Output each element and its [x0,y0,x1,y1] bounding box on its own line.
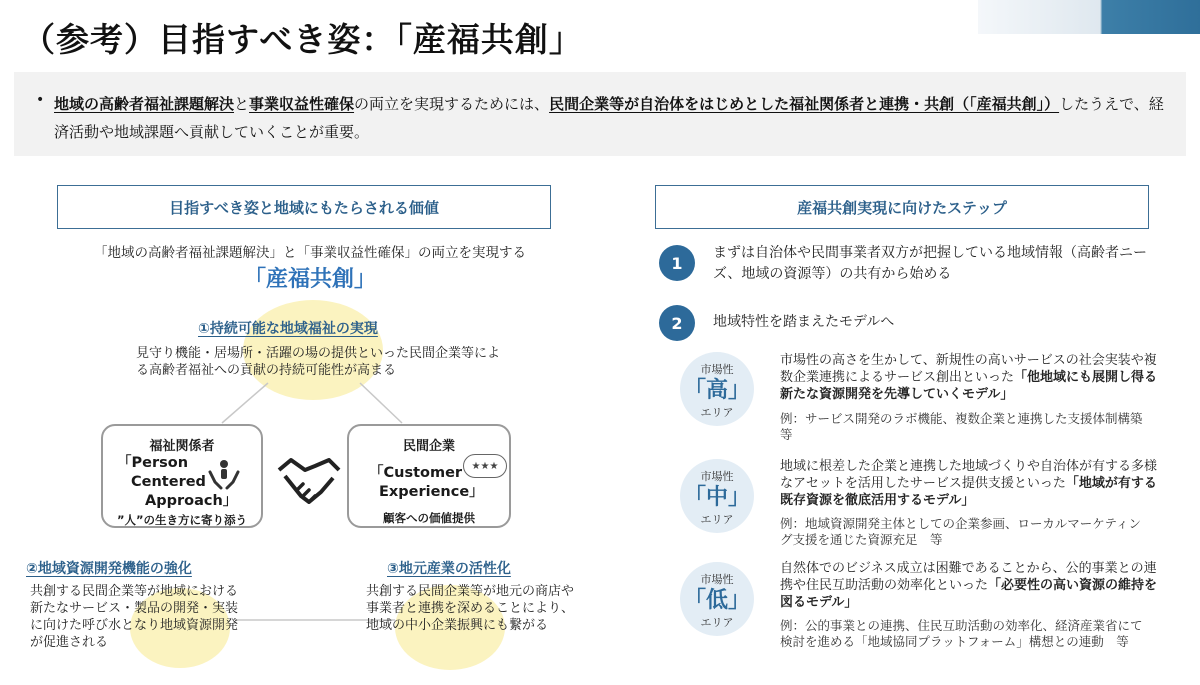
left-section-header: 目指すべき姿と地域にもたらされる価値 [57,185,551,229]
actor-company-sub: 顧客への価値提供 [383,511,475,525]
value-1-heading: ①持続可能な地域福祉の実現 [198,321,378,337]
tier-mid-level: 「中」 [683,485,750,510]
value-3-body: 共創する民間企業等が地元の商店や事業者と連携を深めることにより、地域の中小企業振興にも繋がる [366,584,575,633]
actor-welfare-line3: Approach」 [145,493,238,509]
tier-high-desc [780,352,1160,403]
page-title: （参考）目指すべき姿：「産福共創」 [22,20,583,59]
tier-mid-desc [780,458,1160,509]
right-section-header: 産福共創実現に向けたステップ [655,185,1149,229]
actor-welfare-sub: ”人”の生き方に寄り添う [116,513,248,527]
tier-high-example: 例：サービス開発のラボ機能、複数企業と連携した支援体制構築 等 [780,411,1156,442]
step-1-text: まずは自治体や民間事業者双方が把握している地域情報（高齢者ニーズ、地域の資源等）の共有から始める [713,245,1147,282]
actor-welfare-name: 福祉関係者 [149,439,215,454]
actor-welfare-line2: Centered [131,474,206,490]
summary-mid: の両立を実現するためには、 [354,95,550,113]
actor-company [347,424,511,528]
tier-low-desc [780,560,1160,611]
summary-key-1: 地域の高齢者福祉課題解決 [54,95,235,113]
summary-end: したうえで、経済活動や地域課題へ貢献していくことが重要。 [54,95,1164,141]
value-1-body: 見守り機能・居場所・活躍の場の提供といった民間企業等による高齢者福祉への貢献の持続可能性が高まる [136,346,501,378]
summary-key-3: 民間企業等が自治体をはじめとした福祉関係者と連携・共創（「産福共創」） [549,95,1060,113]
actor-company-name: 民間企業 [402,439,455,454]
tier-mid-label-top: 市場性 [700,470,734,483]
tier-low-example: 例：公的事業との連携、住民互助活動の効率化、経済産業省にて検討を進める「地域協同プラットフォーム」構想との連動 等 [780,618,1143,649]
step-1-number: 1 [659,245,695,281]
tier-mid-example: 例：地域資源開発主体としての企業参画、ローカルマーケティング支援を通じた資源充足 等 [780,516,1142,547]
value-2-body: 共創する民間企業等が地域における新たなサービス・製品の開発・実装に向けた呼び水となり地域資源開発が促進される [30,584,239,650]
tier-low-label-bottom: エリア [700,616,734,629]
tier-low-label-top: 市場性 [700,573,734,586]
tier-high-level: 「高」 [683,378,750,403]
tier-low-level: 「低」 [683,588,750,613]
step-2-text: 地域特性を踏まえたモデルへ [713,314,895,330]
tier-mid-label-bottom: エリア [700,513,734,526]
tier-high-label-bottom: エリア [700,406,734,419]
care-hands-icon [207,458,241,492]
tier-high-desc-plain: 市場性の高さを生かして、新規性の高いサービスの社会実装や複数企業連携によるサービス創出といった [780,353,1157,385]
tier-low-desc-plain: 自然体でのビジネス成立は困難であることから、公的事業との連携や住民互助活動の効率化といった [780,561,1157,593]
tier-high-badge [680,352,754,426]
tier-mid-badge [680,459,754,533]
rating-bubble-icon [463,454,507,478]
value-2-heading: ②地域資源開発機能の強化 [26,561,192,577]
intro-line: 「地域の高齢者福祉課題解決」と「事業収益性確保」の両立を実現する [94,245,526,261]
tier-low-badge [680,562,754,636]
tier-high-desc-bold: 「他地域にも展開し得る新たな資源開発を先導していくモデル」 [780,370,1158,402]
bullet-icon: • [36,92,45,108]
tier-low-desc-bold: 「必要性の高い資源の維持を図るモデル」 [780,578,1158,610]
tier-high-label-top: 市場性 [700,363,734,376]
summary-conj: と [234,95,250,113]
tier-mid-desc-bold: 「地域が有する既存資源を徹底活用するモデル」 [780,476,1157,508]
actor-welfare [101,424,263,528]
step-2-number: 2 [659,305,695,341]
rating-stars: ★★★ [471,460,499,472]
value-3-heading: ③地元産業の活性化 [387,561,511,577]
brand-title: 「産福共創」 [243,267,376,292]
handshake-icon [275,452,343,518]
actor-welfare-line1: 「Person [117,455,189,471]
tier-mid-desc-plain: 地域に根差した企業と連携した地域づくりや自治体が有する多様なアセットを活用したサービス提供支援といった [780,459,1158,491]
actor-company-line2: Experience」 [379,484,484,500]
actor-company-line1: 「Customer [369,465,463,481]
summary-key-2: 事業収益性確保 [249,95,355,113]
